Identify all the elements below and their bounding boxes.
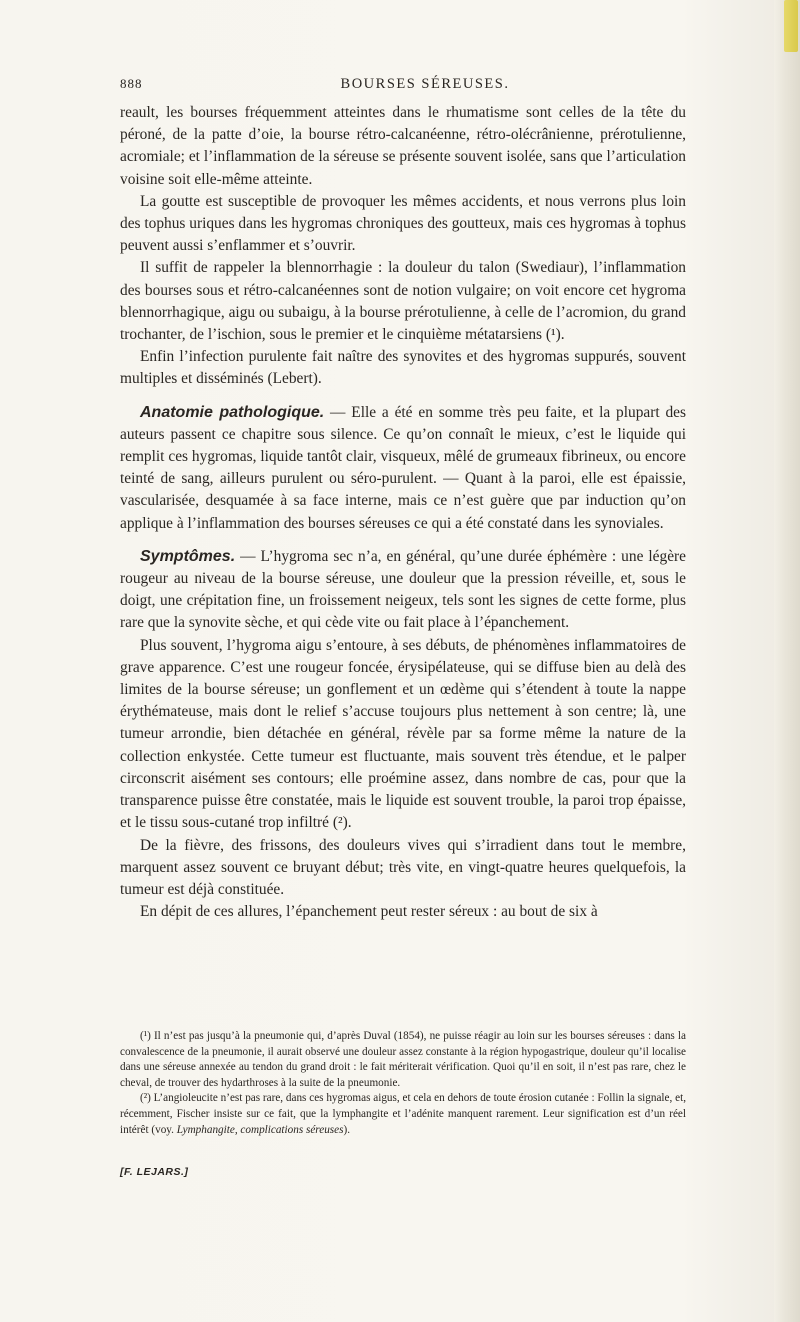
footnote: (¹) Il n’est pas jusqu’à la pneumonie qui, d’après Duval (1854), ne puisse réagir au loin sur les bourses séreuses : dans la convalescence de la pneumonie, il aurait observé une douleur assez constante à la région hypogastrique, douleur qu’il localise dans une séreuse annexée au tendon du grand droit : le fait mériterait vérification. Quoi qu’il en soit, il n’est pas rare, chez le cheval, de trouver des hydarthroses à la suite de la pneumonie. [120, 1030, 686, 1089]
paragraph: En dépit de ces allures, l’épanchement peut rester séreux : au bout de six à [140, 903, 598, 921]
paragraph-end: . [347, 814, 352, 832]
footnote [120, 1091, 686, 1138]
section-symptomes [120, 546, 686, 635]
author-signature: [F. LEJARS.] [120, 1166, 189, 1178]
paragraph: La goutte est susceptible de provoquer les mêmes accidents, et nous verrons plus loin des tophus uriques dans les hygromas chroniques des goutteux, mais ces hygromas à tophus peuvent aussi s’enflammer et s’ouvrir. [120, 192, 686, 255]
paragraph [120, 257, 686, 346]
page-header [120, 76, 680, 100]
body-text [120, 102, 686, 923]
page-edge-mark [784, 0, 798, 52]
footnote-text: (²) L’angioleucite n’est pas rare, dans ces hygromas aigus, et cela en dehors de toute érosion cutanée : Follin la signale, et, récemment, Fischer insiste sur ce fait, que la lymphangite et l’adénite manquent rarement. Leur signification est d’un réel intérêt (voy. [120, 1092, 686, 1136]
paragraph-text: Plus souvent, l’hygroma aigu s’entoure, à ses débuts, de phénomènes inflammatoires de grave apparence. C’est une rougeur foncée, érysipélateuse, qui se diffuse bien au delà des limites de la bourse séreuse; un gonflement et un œdème qui s’étendent à toute la nappe érythémateuse, mais dont le relief s’accuse toujours plus nettement à son centre; là, une tumeur arrondie, bien détachée en général, révèle par sa forme même la nature de la collection enkystée. Cette tumeur est fluctuante, mais souvent très étendue, et le palper circonscrit aisément ses contours; elle proémine assez, dans nombre de cas, pour que la transparence puisse être constatée, mais le liquide est souvent trouble, la paroi trop épaisse, et le tissu sous-cutané trop infiltré [120, 636, 686, 832]
running-title: BOURSES SÉREUSES. [340, 76, 510, 92]
section-heading: Anatomie pathologique. [140, 403, 325, 421]
paragraph: reault, les bourses fréquemment atteintes dans le rhumatisme sont celles de la tête du péroné, de la patte d’oie, la bourse rétro-calcanéenne, rétro-olécrânienne, prérotulienne, acromiale; et l’inflammation de la séreuse se présente souvent isolée, sans que l’articulation voisine soit elle-même atteinte. [120, 104, 686, 188]
footnotes [120, 1029, 686, 1138]
section-text: — Elle a été en somme très peu faite, et la plupart des auteurs passent ce chapitre sous silence. Ce qu’on connaît le mieux, c’est le liquide qui remplit ces hygromas, liquide tantôt clair, visqueux, mêlé de grumeaux fibrineux, ou encore teinté de sang, ailleurs purulent ou séro-purulent. — Quant à la paroi, elle est épaissie, vascularisée, desquamée à sa face interne, mais ce n’est guère que par induction qu’on applique à l’inflammation des bourses séreuses ce qui a été constaté dans les synoviales. [120, 403, 687, 532]
footnote-ref[interactable]: (¹) [545, 326, 561, 344]
page-number: 888 [120, 76, 143, 91]
paragraph [120, 635, 686, 835]
section-heading: Symptômes. [140, 547, 236, 565]
footnote-ref[interactable]: (²) [332, 814, 348, 832]
section-text: — L’hygroma sec n’a, en général, qu’une durée éphémère : une légère rougeur au niveau de la bourse séreuse, une douleur que la pression réveille, et, sous le doigt, une crépitation fine, un froissement neigeux, tels sont les signes de cette forme, plus rare que la synovite sèche, et qui cède vite ou fait place à l’épanchement. [120, 547, 686, 632]
cross-reference[interactable]: Lymphangite, complications séreuses [176, 1123, 344, 1136]
paragraph-text: Il suffit de rappeler la blennorrhagie : la douleur du talon (Swediaur), l’inflammation des bourses sous et rétro-calcanéennes sont de notion vulgaire; on voit encore cet hygroma blennorrhagique, aigu ou subaigu, à la bourse prérotulienne, à celle de l’acromion, du grand trochanter, de l’ischion, sous le premier et le cinquième métatarsiens [120, 259, 686, 344]
paragraph: De la fièvre, des frissons, des douleurs vives qui s’irradient dans tout le membre, marquent assez souvent ce bruyant début; très vite, en vingt-quatre heures quelquefois, la tumeur est déjà constituée. [120, 836, 686, 898]
section-anatomie [120, 402, 686, 535]
footnote-end: ). [343, 1123, 351, 1136]
paragraph: Enfin l’infection purulente fait naître des synovites et des hygromas suppurés, souvent multiples et disséminés (Lebert). [120, 348, 686, 388]
paragraph-end: . [560, 326, 565, 344]
page-edge [774, 0, 800, 1322]
